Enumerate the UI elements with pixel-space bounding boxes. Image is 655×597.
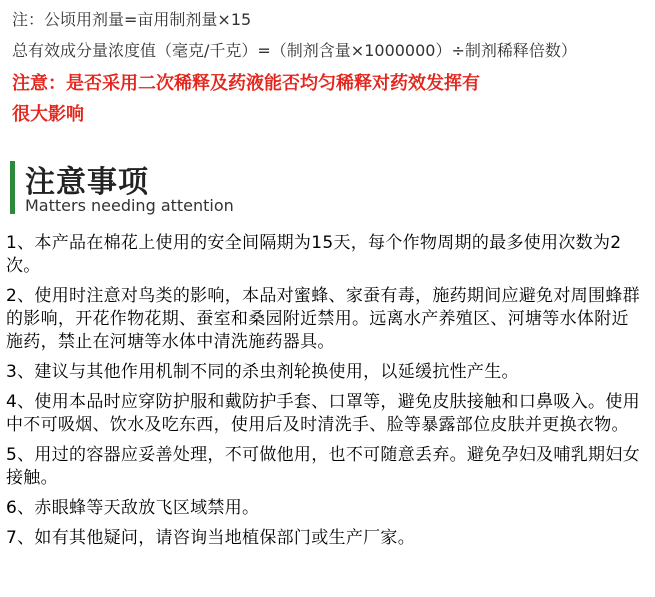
- precautions-list: [6, 232, 646, 557]
- formula-line-2: 总有效成分量浓度值（毫克/千克）=（制剂含量×1000000）÷制剂稀释倍数）: [12, 41, 577, 60]
- precaution-item-4: 4、使用本品时应穿防护服和戴防护手套、口罩等，避免皮肤接触和口鼻吸入。使用中不可吸烟、饮水及吃东西，使用后及时清洗手、脸等暴露部位皮肤并更换衣物。: [6, 392, 640, 435]
- precaution-item-1: 1、本产品在棉花上使用的安全间隔期为15天，每个作物周期的最多使用次数为2次。: [6, 233, 622, 276]
- precaution-item-3: 3、建议与其他作用机制不同的杀虫剂轮换使用，以延缓抗性产生。: [6, 362, 519, 382]
- precaution-item-6: 6、赤眼蜂等天敌放飞区域禁用。: [6, 498, 260, 518]
- section-subtitle: Matters needing attention: [25, 196, 234, 215]
- warning-line-1: 注意：是否采用二次稀释及药液能否均匀稀释对药效发挥有: [12, 73, 480, 94]
- section-accent-bar: [10, 161, 15, 214]
- formula-line-1: 注：公顷用剂量=亩用制剂量×15: [12, 10, 252, 29]
- precaution-item-5: 5、用过的容器应妥善处理，不可做他用，也不可随意丢弃。避免孕妇及哺乳期妇女接触。: [6, 445, 640, 488]
- section-title: 注意事项: [25, 165, 149, 200]
- precaution-item-7: 7、如有其他疑问，请咨询当地植保部门或生产厂家。: [6, 528, 416, 548]
- precaution-item-2: 2、使用时注意对鸟类的影响，本品对蜜蜂、家蚕有毒，施药期间应避免对周围蜂群的影响，开花作物花期、蚕室和桑园附近禁用。远离水产养殖区、河塘等水体附近施药，禁止在河塘等水体中清洗施药器具。: [6, 286, 640, 352]
- warning-line-2: 很大影响: [12, 104, 84, 125]
